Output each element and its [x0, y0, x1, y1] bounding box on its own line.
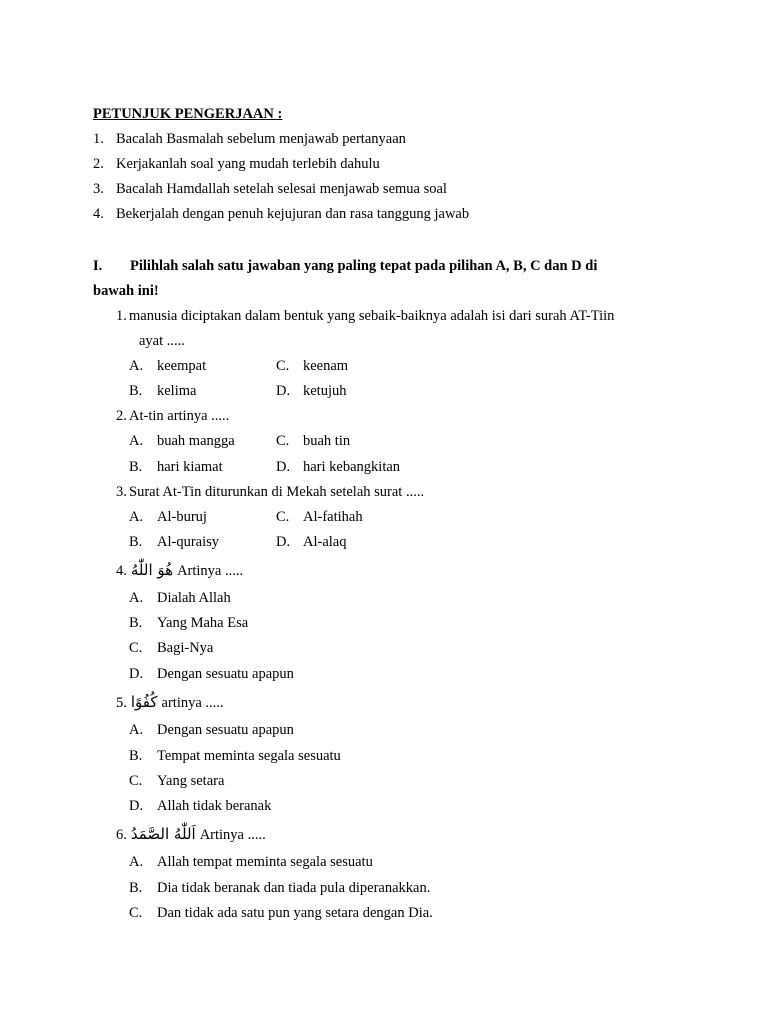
question-4-line: [116, 561, 243, 580]
option-letter: B.: [129, 748, 143, 764]
option-text: Al-alaq: [303, 534, 347, 550]
option-letter: D.: [129, 666, 144, 682]
option-text: buah mangga: [157, 433, 235, 449]
option-text: Al-buruj: [157, 509, 207, 525]
option-text: Al-quraisy: [157, 534, 220, 550]
option-letter: B.: [129, 880, 143, 896]
question-number: 1.: [116, 308, 127, 324]
option-text: Yang setara: [157, 773, 225, 789]
option-text: kelima: [157, 383, 197, 399]
option-letter: D.: [276, 534, 291, 550]
option-letter: C.: [276, 433, 290, 449]
option-letter: A.: [129, 509, 144, 525]
instruction-text: Bacalah Basmalah sebelum menjawab pertanyaan: [116, 131, 406, 147]
instruction-number: 1.: [93, 131, 104, 147]
question-number: 5.: [116, 695, 127, 711]
option-letter: D.: [129, 798, 144, 814]
option-text: Dengan sesuatu apapun: [157, 666, 294, 682]
question-text: artinya .....: [161, 695, 224, 711]
option-text: Allah tempat meminta segala sesuatu: [157, 854, 373, 870]
question-text: At-tin artinya .....: [129, 408, 230, 424]
question-text: Artinya .....: [199, 827, 266, 843]
option-letter: C.: [276, 358, 290, 374]
question-number: 3.: [116, 484, 127, 500]
option-letter: A.: [129, 590, 144, 606]
option-letter: B.: [129, 383, 143, 399]
option-letter: A.: [129, 358, 144, 374]
option-text: Yang Maha Esa: [157, 615, 249, 631]
section-numeral: I.: [93, 258, 103, 274]
instruction-number: 2.: [93, 156, 104, 172]
option-letter: B.: [129, 459, 143, 475]
option-text: Tempat meminta segala sesuatu: [157, 748, 341, 764]
instruction-number: 3.: [93, 181, 104, 197]
arabic-text: هُوَ اللّٰهُ: [130, 561, 174, 579]
option-text: Dengan sesuatu apapun: [157, 722, 294, 738]
question-text: Surat At-Tin diturunkan di Mekah setelah surat .....: [129, 484, 425, 500]
question-text: Artinya .....: [177, 563, 244, 579]
section-heading-continued: bawah ini!: [93, 283, 159, 299]
instruction-text: Kerjakanlah soal yang mudah terlebih dahulu: [116, 156, 380, 172]
instructions-title: PETUNJUK PENGERJAAN :: [93, 106, 283, 122]
option-text: Dia tidak beranak dan tiada pula diperanakkan.: [157, 880, 431, 896]
option-letter: C.: [129, 773, 143, 789]
option-letter: A.: [129, 722, 144, 738]
option-text: Dialah Allah: [157, 590, 231, 606]
option-text: keempat: [157, 358, 207, 374]
option-letter: D.: [276, 383, 291, 399]
option-letter: D.: [276, 459, 291, 475]
option-letter: B.: [129, 615, 143, 631]
option-text: buah tin: [303, 433, 351, 449]
section-heading: Pilihlah salah satu jawaban yang paling tepat pada pilihan A, B, C dan D di: [130, 258, 598, 274]
question-number: 6.: [116, 827, 127, 843]
option-text: keenam: [303, 358, 349, 374]
question-text-continued: ayat .....: [139, 333, 185, 349]
option-letter: C.: [276, 509, 290, 525]
option-text: ketujuh: [303, 383, 347, 399]
option-letter: A.: [129, 433, 144, 449]
option-text: Al-fatihah: [303, 509, 363, 525]
question-number: 4.: [116, 563, 127, 579]
arabic-text: اَللّٰهُ الصَّمَدُ: [130, 825, 196, 843]
option-letter: B.: [129, 534, 143, 550]
option-letter: A.: [129, 854, 144, 870]
option-text: Allah tidak beranak: [157, 798, 272, 814]
option-text: hari kebangkitan: [303, 459, 401, 475]
instruction-number: 4.: [93, 206, 104, 222]
question-text: manusia diciptakan dalam bentuk yang sebaik-baiknya adalah isi dari surah AT-Tiin: [129, 308, 615, 324]
option-text: Bagi-Nya: [157, 640, 214, 656]
option-text: Dan tidak ada satu pun yang setara dengan Dia.: [157, 905, 433, 921]
question-6-line: [116, 825, 266, 844]
option-letter: C.: [129, 905, 143, 921]
instruction-text: Bacalah Hamdallah setelah selesai menjawab semua soal: [116, 181, 447, 197]
arabic-text: كُفُوًا: [130, 693, 158, 711]
instruction-text: Bekerjalah dengan penuh kejujuran dan rasa tanggung jawab: [116, 206, 470, 222]
option-text: hari kiamat: [157, 459, 223, 475]
option-letter: C.: [129, 640, 143, 656]
question-number: 2.: [116, 408, 127, 424]
question-5-line: [116, 693, 224, 712]
